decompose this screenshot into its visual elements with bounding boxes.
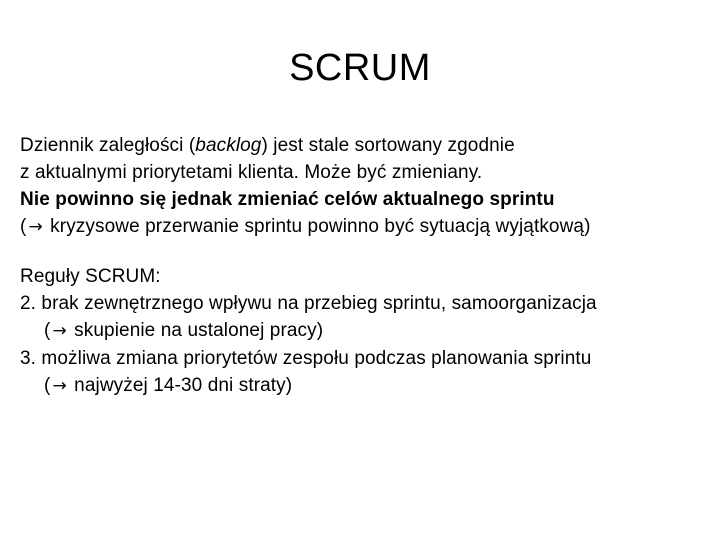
- sprint-goal-warning: Nie powinno się jednak zmieniać celów aktualnego sprintu: [20, 189, 555, 210]
- text-fragment: kryzysowe przerwanie sprintu powinno być sytuacją wyjątkową): [44, 216, 591, 237]
- open-paren: (: [44, 320, 51, 341]
- text-fragment: Dziennik zaległości (: [20, 135, 196, 156]
- arrow-right-icon: →: [52, 321, 67, 341]
- rule-3: 3. możliwa zmiana priorytetów zespołu podczas planowania sprintu: [20, 348, 592, 369]
- text-fragment: skupienie na ustalonej pracy): [68, 320, 324, 341]
- backlog-line-4: [20, 213, 700, 241]
- backlog-paragraph: [20, 132, 700, 241]
- backlog-line-2: z aktualnymi priorytetami klienta. Może być zmieniany.: [20, 162, 483, 183]
- slide-body: [20, 132, 700, 400]
- open-paren: (: [20, 216, 27, 237]
- open-paren: (: [44, 375, 51, 396]
- backlog-line-1: [20, 132, 700, 159]
- rule-3-note: [20, 372, 700, 400]
- backlog-term: backlog: [195, 135, 262, 156]
- arrow-right-icon: →: [52, 376, 67, 396]
- rule-2: 2. brak zewnętrznego wpływu na przebieg sprintu, samoorganizacja: [20, 293, 597, 314]
- slide-title: SCRUM: [289, 47, 431, 89]
- rules-paragraph: [20, 263, 700, 400]
- text-fragment: ) jest stale sortowany zgodnie: [261, 135, 515, 156]
- text-fragment: najwyżej 14-30 dni straty): [68, 375, 293, 396]
- paragraph-gap: [20, 241, 700, 263]
- rules-heading: Reguły SCRUM:: [20, 266, 161, 287]
- rule-2-note: [20, 317, 700, 345]
- arrow-right-icon: →: [28, 217, 43, 237]
